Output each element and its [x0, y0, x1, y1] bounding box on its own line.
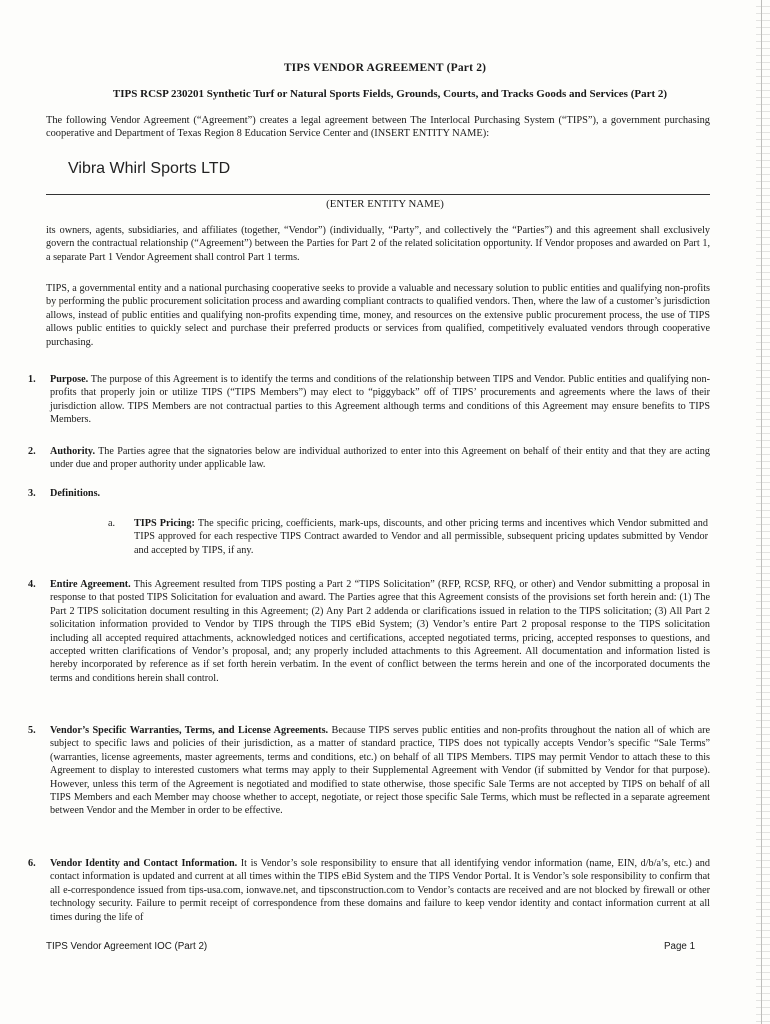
section-text: Because TIPS serves public entities and non-profits throughout the nation all of which are subject to specific laws and policies of their jurisdiction, as a matter of standard practice, TIPS does not typically accepts Vendor’s specific “Sale Terms” (warranties, license agreements, master agreements, terms and conditions, etc.) on behalf of all TIPS Members. TIPS may permit Vendor to attach these to this Agreement to display to interested customers what terms may apply to their Supplemental Agreement with Vendor (if submitted by Vendor for that purpose). However, unless this term of the Agreement is negotiated and modified to state otherwise, those specific Sale Terms are not accepted by TIPS on behalf of all TIPS Members and each Member may choose whether to accept, negotiate, or reject those specific Sale Terms, which must be reflected in a separate agreement between Vendor and the Member in order to be effective.: [50, 725, 711, 817]
section-heading: Vendor’s Specific Warranties, Terms, and License Agreements.: [50, 725, 329, 736]
section-text: The purpose of this Agreement is to identify the terms and conditions of the relationship between TIPS and Vendor. Public entities and qualifying non-profits that properly join or utilize TIPS (“TIPS Members”) may elect to “piggyback” off of TIPS’ procurements and agreements where the laws of their jurisdiction allow. TIPS Members are not contractual parties to this Agreement although terms and conditions of this Agreement may ensure benefits to TIPS Members.: [50, 374, 710, 426]
section-heading: Purpose.: [50, 374, 89, 385]
entity-name-underline: [46, 194, 710, 195]
footer-page-number: Page 1: [664, 941, 696, 952]
section-number: 1.: [28, 374, 36, 385]
section-text: It is Vendor’s sole responsibility to ensure that all identifying vendor information (name, EIN, d/b/a’s, etc.) and contact information is updated and current at all times within the TIPS eBid System and the TIPS Vendor Portal. It is Vendor’s sole responsibility to confirm that all e-correspondence issued from tips-usa.com, ionwave.net, and tipsconstruction.com to Vendor’s contacts are received and are not blocked by firewall or other technology security. Failure to permit receipt of correspondence from these domains and failure to keep vendor identity and contact information current at all times during the life of: [50, 858, 710, 923]
section-number: 4.: [28, 579, 36, 590]
section-number: 6.: [28, 858, 36, 869]
section-vendor-identity: [28, 857, 710, 924]
subsection-text: The specific pricing, coefficients, mark-ups, discounts, and other pricing terms and incentives which Vendor submitted and TIPS approved for each respective TIPS Contract awarded to Vendor and all permissible, subsequent pricing updates submitted by Vendor and accepted by TIPS, if any.: [134, 518, 708, 556]
section-vendor-warranties: [28, 724, 710, 818]
scan-edge-line: [761, 0, 762, 1024]
section-entire-agreement: [28, 578, 710, 685]
subsection-heading: TIPS Pricing:: [134, 518, 195, 529]
parties-paragraph: its owners, agents, subsidiaries, and affiliates (together, “Vendor”) (individually, “Party”, and collectively the “Parties”) and this agreement shall exclusively govern the contractual relationship (“Agreement”) between the Parties for Part 2 of the related solicitation opportunity. If Vendor proposes and awarded on Part 1, a separate Part 1 Vendor Agreement shall control Part 1 terms.: [46, 225, 710, 263]
document-subtitle: TIPS RCSP 230201 Synthetic Turf or Natural Sports Fields, Grounds, Courts, and Tracks Goods and Services (Part 2): [112, 88, 668, 100]
intro-paragraph: The following Vendor Agreement (“Agreement”) creates a legal agreement between The Interlocal Purchasing System (“TIPS”), a government purchasing cooperative and Department of Texas Region 8 Education Service Center and (INSERT ENTITY NAME):: [46, 115, 710, 140]
footer-document-name: TIPS Vendor Agreement IOC (Part 2): [46, 941, 208, 952]
subsection-letter: a.: [108, 518, 116, 529]
section-heading: Entire Agreement.: [50, 579, 131, 590]
section-text: The Parties agree that the signatories below are individual authorized to enter into this Agreement on behalf of their entity and that they are acting under due and proper authority under applicable law.: [50, 446, 710, 471]
section-text: This Agreement resulted from TIPS posting a Part 2 “TIPS Solicitation” (RFP, RCSP, RFQ, or other) and Vendor submitting a proposal in response to that posted TIPS Solicitation for evaluation and award. The Parties agree that this Agreement consists of the provisions set forth herein and: (1) The Part 2 TIPS solicitation document resulting in this Agreement; (2) Any Part 2 addenda or clarifications issued in relation to the TIPS solicitation; (3) All Part 2 solicitation information provided to Vendor by TIPS through the TIPS eBid System; (3) Vendor’s entire Part 2 proposal response to the TIPS solicitation including all accepted required attachments, acknowledged notices and certifications, accepted negotiated terms, pricing, accepted responses to questions, and accepted written clarifications of Vendor’s proposal, and; any properly included attachments to this Agreement. All documentation and information listed is hereby incorporated by reference as if set forth herein verbatim. In the event of conflict between the terms herein and one of the incorporated documents the terms and conditions herein shall control.: [50, 579, 710, 684]
section-number: 5.: [28, 725, 36, 736]
entity-name-caption: (ENTER ENTITY NAME): [326, 198, 444, 210]
section-number: 3.: [28, 488, 36, 499]
section-definitions: [28, 487, 710, 500]
document-title: TIPS VENDOR AGREEMENT (Part 2): [283, 62, 487, 74]
section-heading: Authority.: [50, 446, 95, 457]
section-number: 2.: [28, 446, 36, 457]
section-purpose: [28, 373, 710, 427]
definition-tips-pricing: [108, 517, 708, 557]
section-heading: Definitions.: [50, 488, 101, 499]
section-authority: [28, 445, 710, 472]
section-heading: Vendor Identity and Contact Information.: [50, 858, 238, 869]
scan-edge-artifact: [756, 0, 770, 1024]
tips-description-paragraph: TIPS, a governmental entity and a national purchasing cooperative seeks to provide a valuable and necessary solution to public entities and qualifying non-profits by performing the public procurement solicitation process and awarding compliant contracts to qualified vendors. Then, where the law of a customer’s jurisdiction allows, instead of public entities and qualifying non-profits expending time, money, and resources on the extensive public procurement process, the use of TIPS allows public entities to quickly select and purchase their preferred products or services from qualified, competitively evaluated vendors through cooperative purchasing.: [46, 283, 710, 348]
entity-name-field: Vibra Whirl Sports LTD: [68, 160, 231, 177]
